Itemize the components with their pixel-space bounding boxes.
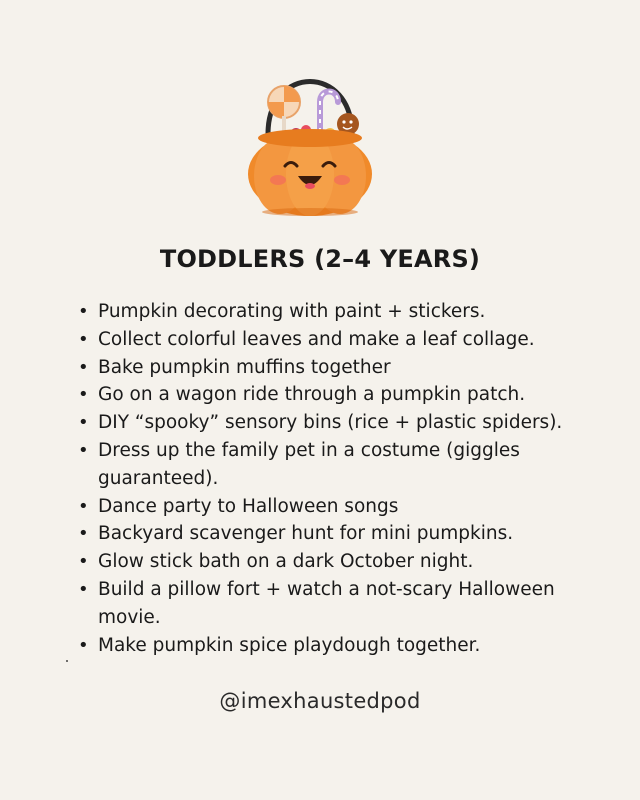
list-item xyxy=(78,298,598,326)
bullet-icon: • xyxy=(78,301,89,322)
bullet-icon: • xyxy=(78,523,89,545)
list-item xyxy=(78,493,598,521)
list-item xyxy=(78,520,598,548)
bullet-icon: • xyxy=(78,634,89,656)
list-item xyxy=(78,381,598,409)
list-item-text: Build a pillow fort + watch a not-scary Halloween movie. xyxy=(98,578,555,628)
list-item-text: Pumpkin decorating with paint + stickers. xyxy=(98,301,486,322)
list-item-text: Bake pumpkin muffins together xyxy=(98,356,391,378)
bullet-icon: • xyxy=(78,356,89,378)
list-item-text: Backyard scavenger hunt for mini pumpkins. xyxy=(98,523,514,545)
list-item xyxy=(78,354,598,382)
pumpkin-basket-icon xyxy=(240,62,380,218)
list-item-text: DIY “spooky” sensory bins (rice + plastic spiders). xyxy=(98,412,563,434)
stray-dot xyxy=(66,660,68,662)
bullet-icon: • xyxy=(78,495,89,517)
bullet-icon: • xyxy=(78,384,89,406)
list-item-text: Dance party to Halloween songs xyxy=(98,495,399,517)
bullet-icon: • xyxy=(78,551,89,573)
bullet-icon: • xyxy=(78,412,89,434)
list-item-text: Make pumpkin spice playdough together. xyxy=(98,634,481,656)
list-item xyxy=(78,576,598,632)
list-item xyxy=(78,437,598,493)
list-item-text: Dress up the family pet in a costume (giggles guaranteed). xyxy=(98,439,520,489)
list-item-text: Collect colorful leaves and make a leaf collage. xyxy=(98,328,535,350)
bullet-icon: • xyxy=(78,439,89,461)
list-item xyxy=(78,326,598,354)
list-item xyxy=(78,548,598,576)
list-item xyxy=(78,632,598,660)
activity-list xyxy=(78,298,598,659)
list-item-text: Go on a wagon ride through a pumpkin patch. xyxy=(98,384,526,406)
social-handle: @imexhaustedpod xyxy=(219,689,421,713)
bullet-icon: • xyxy=(78,578,89,600)
list-item-text: Glow stick bath on a dark October night. xyxy=(98,551,474,573)
bullet-icon: • xyxy=(78,328,89,350)
section-title: TODDLERS (2–4 YEARS) xyxy=(159,245,481,273)
list-item xyxy=(78,409,598,437)
